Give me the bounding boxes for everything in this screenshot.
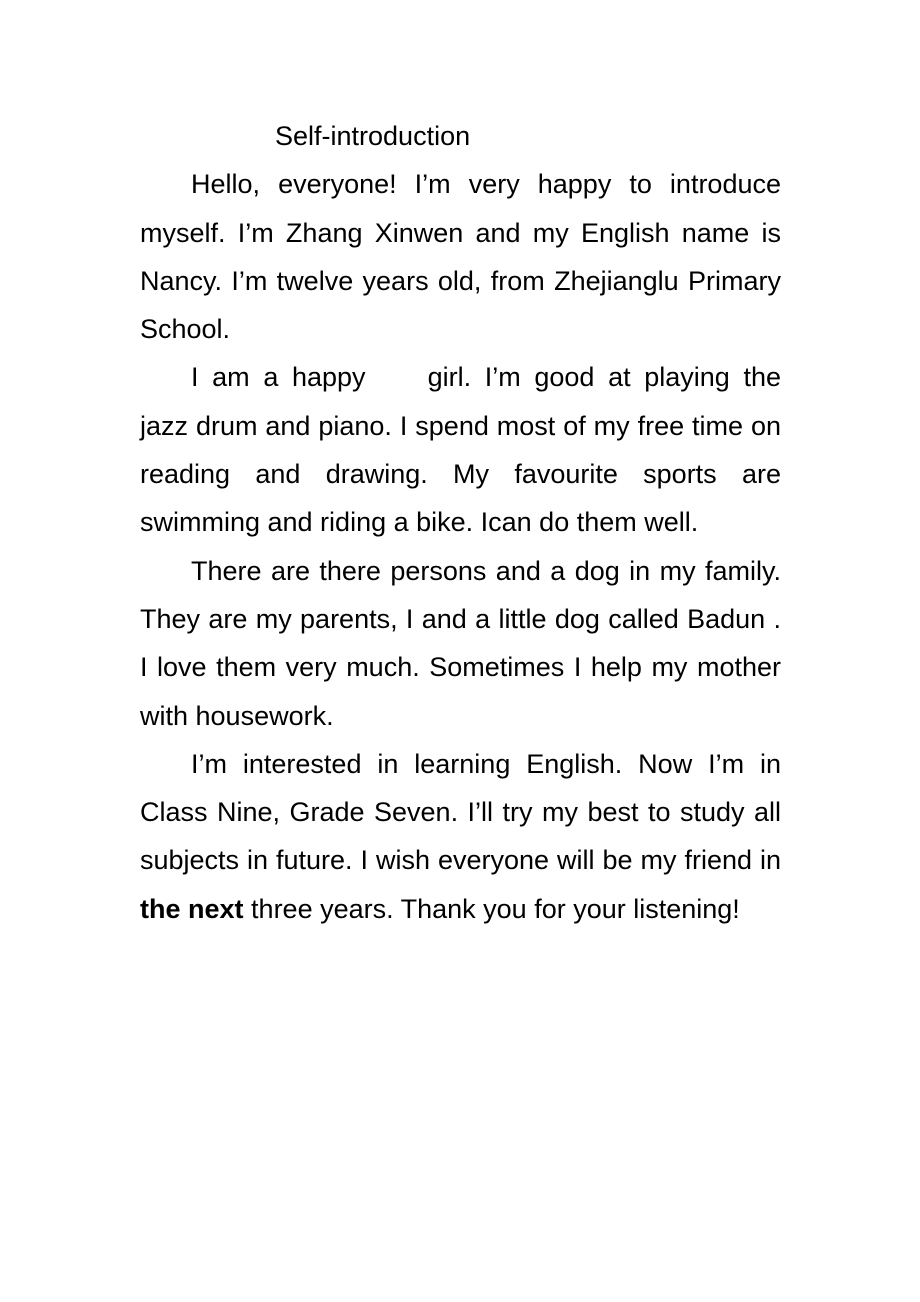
paragraph-school-end: three years. Thank you for your listening! <box>251 893 740 924</box>
paragraph-school <box>140 740 781 933</box>
paragraph-family-text: There are there persons and a dog in my family. They are my parents, I and a little dog called Badun . I love them very much. Sometimes I help my mother with housework. <box>140 555 781 731</box>
bold-phrase: the next <box>140 893 244 924</box>
paragraph-greeting-text: Hello, everyone! I’m very happy to introduce myself. I’m Zhang Xinwen and my English name is Nancy. I’m twelve years old, from Zhejianglu Primary School. <box>140 169 781 345</box>
paragraph-school-start: I’m interested in learning English. Now I’m in Class Nine, Grade Seven. I’ll try my best to study all subjects in future. I wish everyone will be my friend in <box>140 748 781 876</box>
paragraph-family <box>140 547 781 740</box>
paragraph-personality-start: I am a happy <box>191 362 366 393</box>
paragraph-personality-rest: girl. I’m good at playing the jazz drum and piano. I spend most of my free time on reading and drawing. My favourite sports are swimming and riding a bike. Ican do them well. <box>140 362 782 538</box>
paragraph-greeting <box>140 160 781 353</box>
document-body <box>140 112 781 933</box>
document-title: Self-introduction <box>275 121 471 151</box>
paragraph-personality <box>140 353 781 546</box>
